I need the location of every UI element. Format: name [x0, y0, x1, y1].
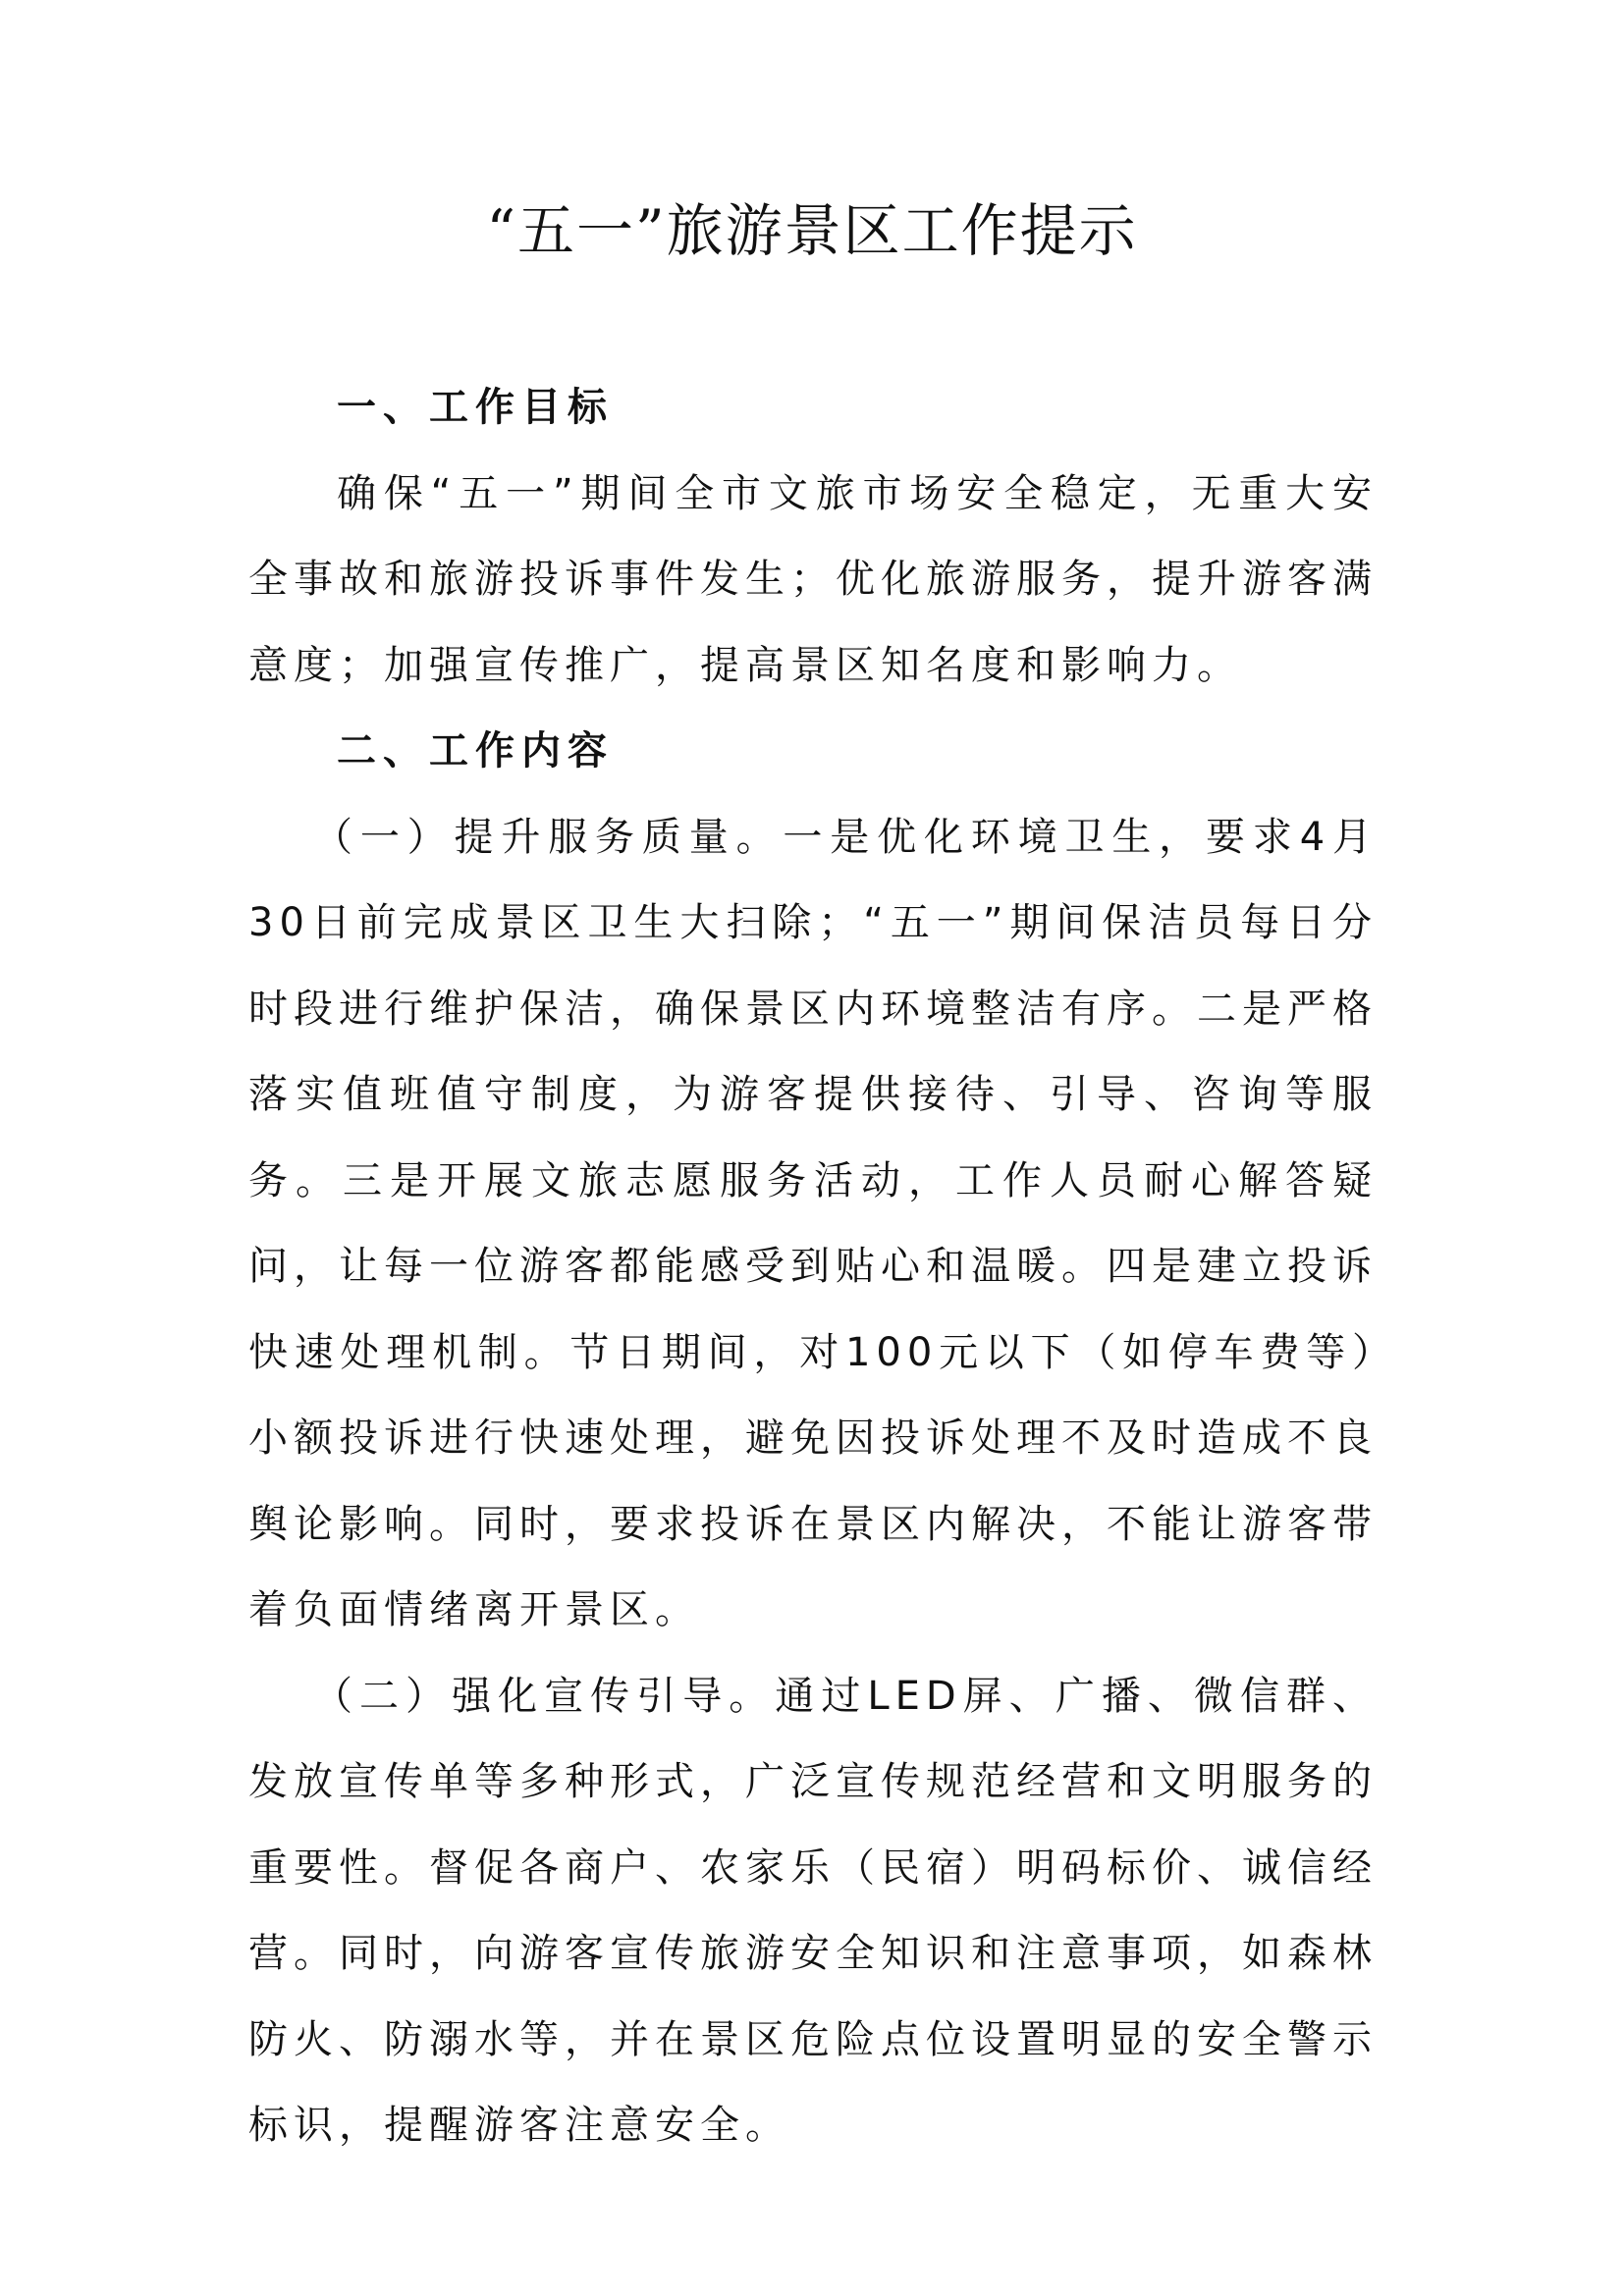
- paragraph-publicity: （二）强化宣传引导。通过LED屏、广播、微信群、发放宣传单等多种形式，广泛宣传规范经营和文明服务的重要性。督促各商户、农家乐（民宿）明码标价、诚信经营。同时，向游客宣传旅游安全知识和注意事项，如森林防火、防溺水等，并在景区危险点位设置明显的安全警示标识，提醒游客注意安全。: [248, 1673, 1378, 2148]
- paragraph-goals: 确保“五一”期间全市文旅市场安全稳定，无重大安全事故和旅游投诉事件发生；优化旅游服务，提升游客满意度；加强宣传推广，提高景区知名度和影响力。: [248, 470, 1378, 688]
- document-body: [248, 365, 1378, 2169]
- paragraph-service-quality: （一）提升服务质量。一是优化环境卫生，要求4月30日前完成景区卫生大扫除；“五一”期间保洁员每日分时段进行维护保洁，确保景区内环境整洁有序。二是严格落实值班值守制度，为游客提供接待、引导、咨询等服务。三是开展文旅志愿服务活动，工作人员耐心解答疑问，让每一位游客都能感受到贴心和温暖。四是建立投诉快速处理机制。节日期间，对100元以下（如停车费等）小额投诉进行快速处理，避免因投诉处理不及时造成不良舆论影响。同时，要求投诉在景区内解决，不能让游客带着负面情绪离开景区。: [248, 814, 1378, 1632]
- section-heading-goals: 一、工作目标: [337, 385, 614, 430]
- document-title: “五一”旅游景区工作提示: [486, 197, 1138, 264]
- section-heading-content: 二、工作内容: [337, 728, 614, 774]
